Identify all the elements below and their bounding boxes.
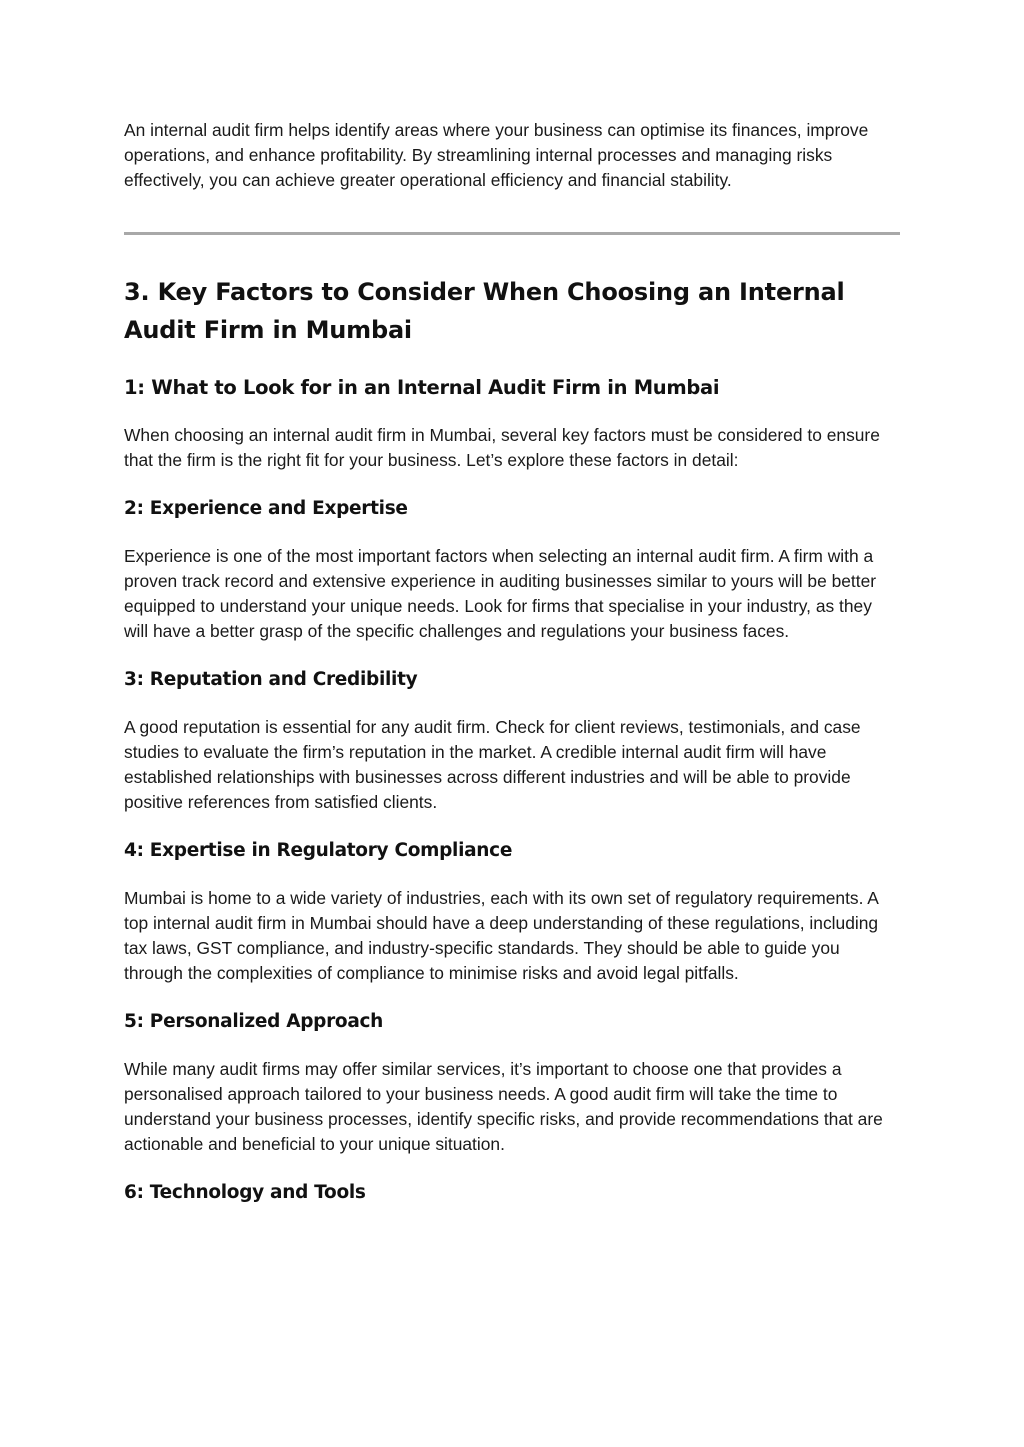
subsection-heading-4: 4: Expertise in Regulatory Compliance [124, 840, 513, 861]
subsection-body-1: When choosing an internal audit firm in Mumbai, several key factors must be considered to ensure that the firm is the right fit for your business. Let’s explore these factors in detail: [124, 425, 880, 470]
subsection-body-3: A good reputation is essential for any audit firm. Check for client reviews, testimonials, and case studies to evaluate the firm’s reputation in the market. A credible internal audit firm will have established relationships with businesses across different industries and will be able to provide positive references from satisfied clients. [124, 717, 861, 812]
subsection-heading-1: 1: What to Look for in an Internal Audit Firm in Mumbai [124, 376, 720, 399]
section-divider [124, 232, 900, 235]
subsection-heading-3: 3: Reputation and Credibility [124, 669, 418, 690]
section-heading: 3. Key Factors to Consider When Choosing an Internal Audit Firm in Mumbai [124, 278, 845, 344]
subsection-heading-2: 2: Experience and Expertise [124, 498, 408, 519]
subsection-body-2: Experience is one of the most important factors when selecting an internal audit firm. A firm with a proven track record and extensive experience in auditing businesses similar to yours will be better equipped to understand your unique needs. Look for firms that specialise in your industry, as they will have a better grasp of the specific challenges and regulations your business faces. [124, 546, 877, 641]
page-content [124, 118, 900, 1206]
subsection-body-4: Mumbai is home to a wide variety of industries, each with its own set of regulatory requirements. A top internal audit firm in Mumbai should have a deep understanding of these regulations, including tax laws, GST compliance, and industry-specific standards. They should be able to guide you through the complexities of compliance to minimise risks and avoid legal pitfalls. [124, 888, 879, 983]
intro-paragraph: An internal audit firm helps identify areas where your business can optimise its finances, improve operations, and enhance profitability. By streamlining internal processes and managing risks effectively, you can achieve greater operational efficiency and financial stability. [124, 120, 869, 190]
subsection-heading-6: 6: Technology and Tools [124, 1182, 366, 1203]
subsection-heading-5: 5: Personalized Approach [124, 1011, 384, 1032]
subsection-body-5: While many audit firms may offer similar services, it’s important to choose one that provides a personalised approach tailored to your business needs. A good audit firm will take the time to understand your business processes, identify specific risks, and provide recommendations that are actionable and beneficial to your unique situation. [124, 1059, 883, 1154]
